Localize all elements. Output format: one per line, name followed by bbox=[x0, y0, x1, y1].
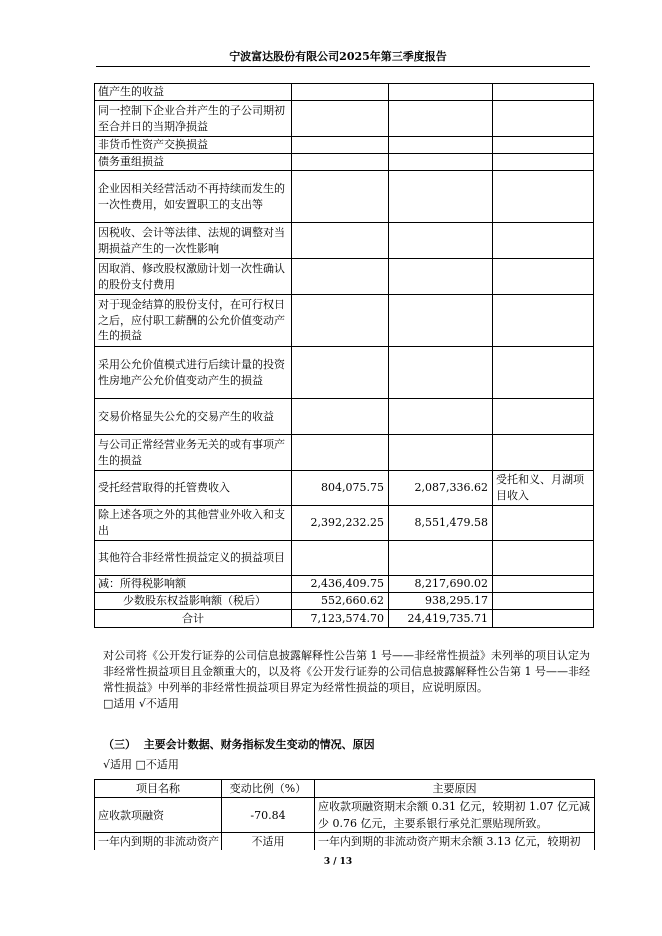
cell-amount-current-period: 2,392,232.25 bbox=[292, 506, 389, 541]
cell-amount-current-period bbox=[292, 541, 389, 576]
header-divider bbox=[96, 66, 590, 67]
disclosure-note-paragraph: 对公司将《公开发行证券的公司信息披露解释性公告第 1 号——非经常性损益》未列举的项目认定为非经常性损益项目且金额重大的，以及将《公开发行证券的公司信息披露解释性公告第 1 号——非经常性损益》中列举的非经常性损益项目界定为经常性损益的项目，应说明原因。 bbox=[103, 649, 590, 694]
applicability-checkboxes-1: □适用 √不适用 bbox=[103, 697, 179, 710]
cell-item-name: 应收款项融资 bbox=[95, 798, 222, 833]
table-row bbox=[95, 171, 594, 223]
cell-item: 对于现金结算的股份支付，在可行权日之后，应付职工薪酬的公允价值变动产生的损益 bbox=[95, 295, 292, 347]
cell-note bbox=[493, 610, 594, 628]
cell-amount-year-to-date bbox=[389, 259, 493, 295]
cell-item: 受托经营取得的托管费收入 bbox=[95, 471, 292, 506]
cell-note: 受托和义、月湖项目收入 bbox=[493, 471, 594, 506]
table-row bbox=[95, 84, 594, 101]
cell-item: 少数股东权益影响额（税后） bbox=[95, 593, 292, 610]
cell-item-name: 一年内到期的非流动资产 bbox=[95, 833, 222, 851]
cell-main-reason: 一年内到期的非流动资产期末余额 3.13 亿元，较期初 bbox=[315, 833, 595, 851]
cell-amount-year-to-date bbox=[389, 101, 493, 137]
cell-amount-current-period bbox=[292, 295, 389, 347]
cell-amount-current-period bbox=[292, 399, 389, 435]
cell-note bbox=[493, 435, 594, 471]
cell-note bbox=[493, 576, 594, 593]
cell-note bbox=[493, 137, 594, 154]
cell-note bbox=[493, 593, 594, 610]
cell-amount-current-period: 7,123,574.70 bbox=[292, 610, 389, 628]
cell-note bbox=[493, 541, 594, 576]
cell-amount-year-to-date bbox=[389, 435, 493, 471]
header-main-reason: 主要原因 bbox=[315, 780, 595, 798]
table-row bbox=[95, 399, 594, 435]
table-row bbox=[95, 347, 594, 399]
cell-note bbox=[493, 347, 594, 399]
cell-item: 其他符合非经常性损益定义的损益项目 bbox=[95, 541, 292, 576]
header-change-ratio: 变动比例（%） bbox=[222, 780, 315, 798]
cell-amount-current-period bbox=[292, 171, 389, 223]
cell-amount-year-to-date bbox=[389, 399, 493, 435]
applicability-checkboxes-2: √适用 □不适用 bbox=[103, 758, 179, 771]
cell-item: 非货币性资产交换损益 bbox=[95, 137, 292, 154]
table-row bbox=[95, 295, 594, 347]
cell-amount-current-period: 804,075.75 bbox=[292, 471, 389, 506]
cell-amount-current-period bbox=[292, 435, 389, 471]
cell-note bbox=[493, 259, 594, 295]
page-number: 3 / 13 bbox=[323, 857, 353, 867]
cell-note bbox=[493, 295, 594, 347]
cell-amount-year-to-date bbox=[389, 541, 493, 576]
table-row bbox=[95, 101, 594, 137]
cell-item: 交易价格显失公允的交易产生的收益 bbox=[95, 399, 292, 435]
cell-amount-year-to-date: 8,551,479.58 bbox=[389, 506, 493, 541]
nonrecurring-gains-table bbox=[94, 83, 594, 628]
change-reasons-table bbox=[94, 779, 595, 850]
cell-amount-current-period: 2,436,409.75 bbox=[292, 576, 389, 593]
cell-item: 企业因相关经营活动不再持续而发生的一次性费用，如安置职工的支出等 bbox=[95, 171, 292, 223]
cell-change-ratio: -70.84 bbox=[222, 798, 315, 833]
cell-note bbox=[493, 399, 594, 435]
cell-item: 与公司正常经营业务无关的或有事项产生的损益 bbox=[95, 435, 292, 471]
cell-amount-year-to-date bbox=[389, 347, 493, 399]
cell-item: 采用公允价值模式进行后续计量的投资性房地产公允价值变动产生的损益 bbox=[95, 347, 292, 399]
cell-item: 减：所得税影响额 bbox=[95, 576, 292, 593]
table-row bbox=[95, 541, 594, 576]
cell-amount-year-to-date bbox=[389, 84, 493, 101]
table-row bbox=[95, 576, 594, 593]
cell-amount-current-period: 552,660.62 bbox=[292, 593, 389, 610]
table-row bbox=[95, 471, 594, 506]
cell-amount-current-period bbox=[292, 101, 389, 137]
cell-note bbox=[493, 171, 594, 223]
table-row bbox=[95, 223, 594, 259]
cell-amount-year-to-date: 24,419,735.71 bbox=[389, 610, 493, 628]
table-row bbox=[95, 435, 594, 471]
cell-amount-current-period bbox=[292, 137, 389, 154]
table-row bbox=[95, 137, 594, 154]
cell-note bbox=[493, 506, 594, 541]
cell-note bbox=[493, 223, 594, 259]
cell-item: 值产生的收益 bbox=[95, 84, 292, 101]
cell-amount-year-to-date bbox=[389, 137, 493, 154]
header-item-name: 项目名称 bbox=[95, 780, 222, 798]
cell-amount-year-to-date bbox=[389, 295, 493, 347]
cell-item: 因税收、会计等法律、法规的调整对当期损益产生的一次性影响 bbox=[95, 223, 292, 259]
page-header-title: 宁波富达股份有限公司2025年第三季度报告 bbox=[229, 50, 447, 63]
table-row bbox=[95, 593, 594, 610]
cell-amount-year-to-date: 938,295.17 bbox=[389, 593, 493, 610]
cell-amount-current-period bbox=[292, 84, 389, 101]
cell-main-reason: 应收款项融资期末余额 0.31 亿元，较期初 1.07 亿元减少 0.76 亿元，主要系银行承兑汇票贴现所致。 bbox=[315, 798, 595, 833]
table-row bbox=[95, 259, 594, 295]
cell-amount-year-to-date: 8,217,690.02 bbox=[389, 576, 493, 593]
cell-amount-current-period bbox=[292, 154, 389, 171]
cell-change-ratio: 不适用 bbox=[222, 833, 315, 851]
cell-amount-current-period bbox=[292, 223, 389, 259]
cell-amount-current-period bbox=[292, 347, 389, 399]
cell-amount-year-to-date bbox=[389, 154, 493, 171]
cell-item: 债务重组损益 bbox=[95, 154, 292, 171]
cell-item: 合计 bbox=[95, 610, 292, 628]
table-row bbox=[95, 610, 594, 628]
table-header-row bbox=[95, 780, 595, 798]
table-row bbox=[95, 154, 594, 171]
cell-amount-year-to-date bbox=[389, 171, 493, 223]
table-row bbox=[95, 506, 594, 541]
cell-note bbox=[493, 154, 594, 171]
cell-item: 同一控制下企业合并产生的子公司期初至合并日的当期净损益 bbox=[95, 101, 292, 137]
cell-amount-year-to-date bbox=[389, 223, 493, 259]
cell-note bbox=[493, 84, 594, 101]
section-3-heading: （三） 主要会计数据、财务指标发生变动的情况、原因 bbox=[103, 738, 375, 751]
table-row bbox=[95, 798, 595, 833]
cell-item: 因取消、修改股权激励计划一次性确认的股份支付费用 bbox=[95, 259, 292, 295]
table-row bbox=[95, 833, 595, 851]
cell-note bbox=[493, 101, 594, 137]
cell-amount-year-to-date: 2,087,336.62 bbox=[389, 471, 493, 506]
cell-amount-current-period bbox=[292, 259, 389, 295]
cell-item: 除上述各项之外的其他营业外收入和支出 bbox=[95, 506, 292, 541]
